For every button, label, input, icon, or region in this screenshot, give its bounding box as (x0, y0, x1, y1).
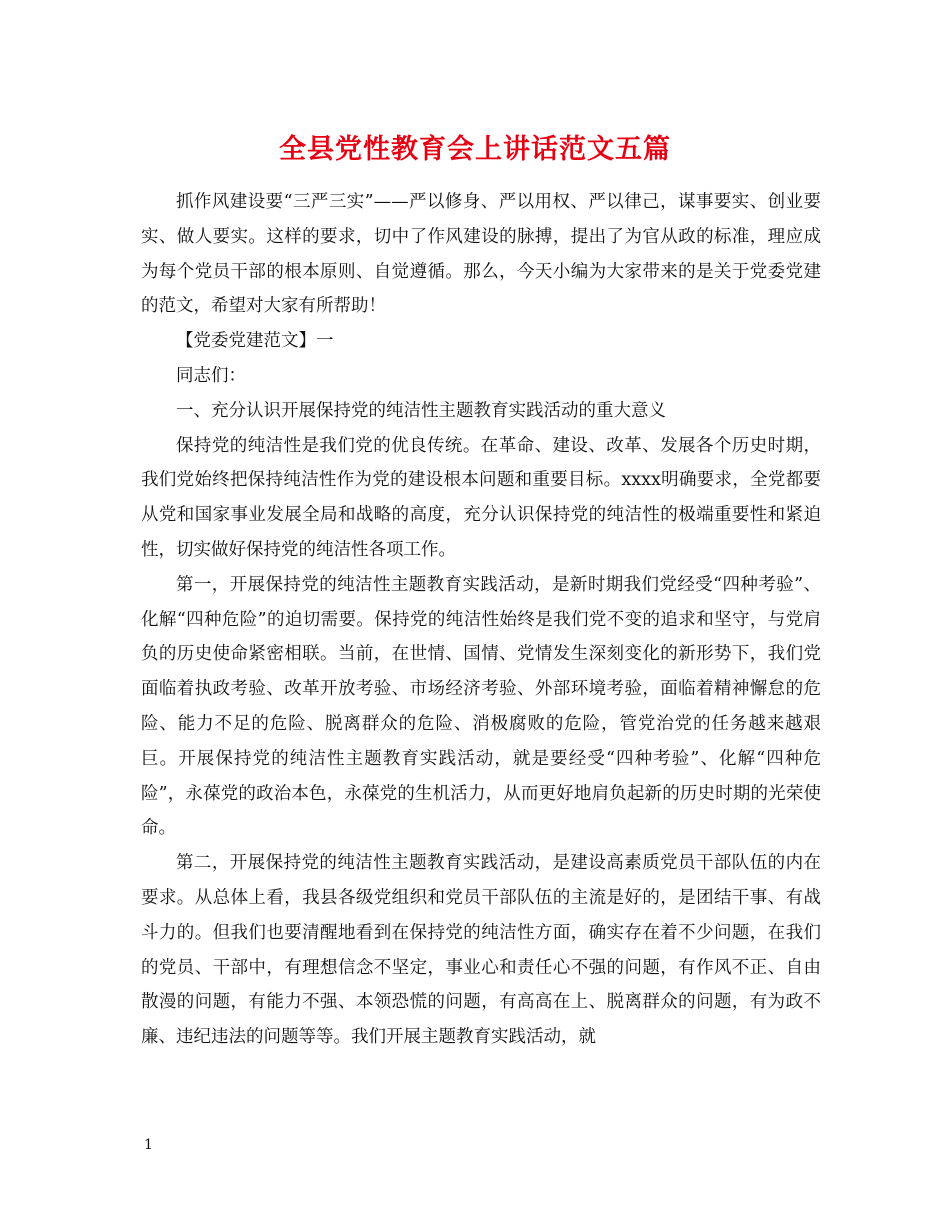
paragraph-first-point: 第一，开展保持党的纯洁性主题教育实践活动，是新时期我们党经受“四种考验”、化解“四种危险”的迫切需要。保持党的纯洁性始终是我们党不变的追求和坚守，与党肩负的历史使命紧密相联。当前，在世情、国情、党情发生深刻变化的新形势下，我们党面临着执政考验、改革开放考验、市场经济考验、外部环境考验，面临着精神懈怠的危险、能力不足的危险、脱离群众的危险、消极腐败的危险，管党治党的任务越来越艰巨。开展保持党的纯洁性主题教育实践活动，就是要经受“四种考验”、化解“四种危险”，永葆党的政治本色，永葆党的生机活力，从而更好地肩负起新的历史时期的光荣使命。 (141, 574, 821, 839)
document-body (141, 185, 821, 1055)
paragraph-intro: 抓作风建设要“三严三实”——严以修身、严以用权、严以律己，谋事要实、创业要实、做人要实。这样的要求，切中了作风建设的脉搏，提出了为官从政的标准，理应成为每个党员干部的根本原则、自觉遵循。那么，今天小编为大家带来的是关于党委党建的范文，希望对大家有所帮助！ (141, 192, 821, 317)
paragraph-section-label: 【党委党建范文】一 (176, 331, 334, 352)
paragraph-second-point: 第二，开展保持党的纯洁性主题教育实践活动，是建设高素质党员干部队伍的内在要求。从总体上看，我县各级党组织和党员干部队伍的主流是好的，是团结干事、有战斗力的。但我们也要清醒地看到在保持党的纯洁性方面，确实存在着不少问题，在我们的党员、干部中，有理想信念不坚定，事业心和责任心不强的问题，有作风不正、自由散漫的问题，有能力不强、本领恐慌的问题，有高高在上、脱离群众的问题，有为政不廉、违纪违法的问题等等。我们开展主题教育实践活动，就 (141, 853, 821, 1048)
document-title: 全县党性教育会上讲话范文五篇 (279, 134, 671, 165)
paragraph-salutation: 同志们： (176, 365, 246, 386)
paragraph-heading-one: 一、充分认识开展保持党的纯洁性主题教育实践活动的重大意义 (176, 400, 666, 421)
paragraph-purity-tradition: 保持党的纯洁性是我们党的优良传统。在革命、建设、改革、发展各个历史时期，我们党始终把保持纯洁性作为党的建设根本问题和重要目标。xxxx明确要求，全党都要从党和国家事业发展全局和战略的高度，充分认识保持党的纯洁性的极端重要性和紧迫性，切实做好保持党的纯洁性各项工作。 (141, 435, 821, 560)
page-number: 1 (144, 1137, 153, 1153)
